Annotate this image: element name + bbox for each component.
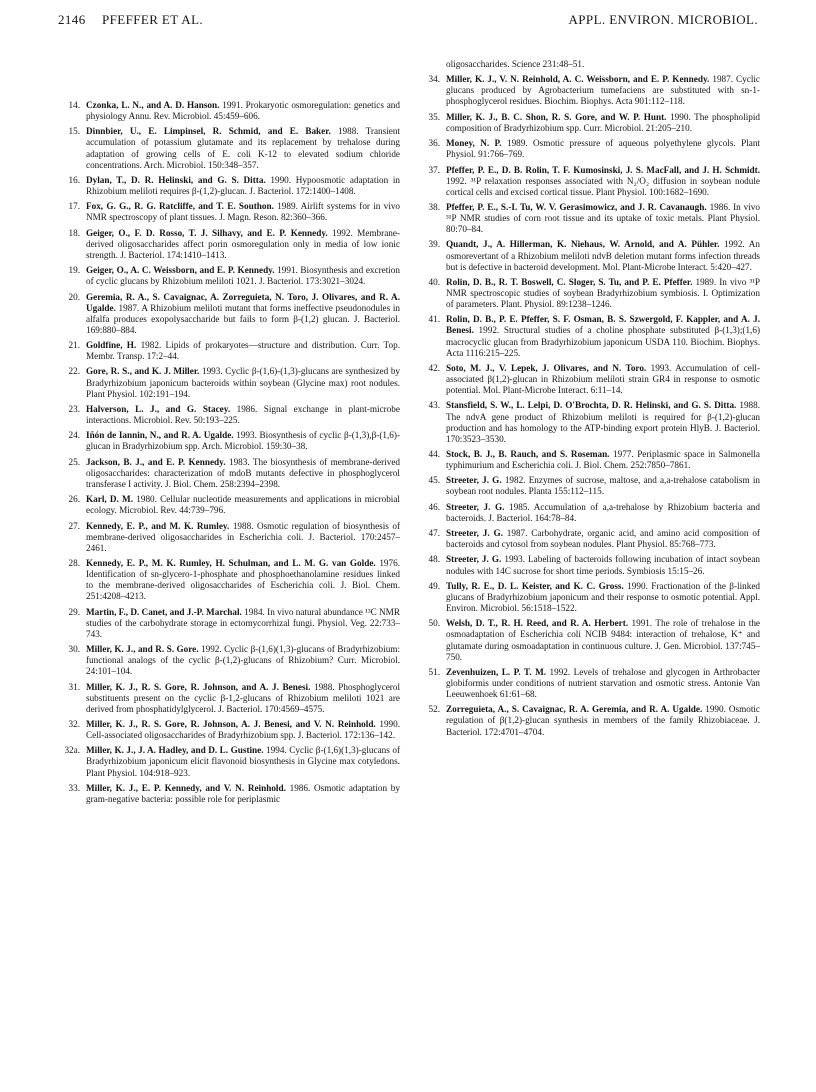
- reference-number: 49.: [428, 580, 440, 591]
- reference-citation: 1987. Cyclic glucans produced by Agrobacterium tumefaciens are substituted with sn-1-phosphoglycerol residues. Biochim. Biophys. Acta 901:112–118.: [446, 74, 761, 107]
- reference-citation: 1992. Structural studies of a choline phosphate substituted β-(1,3);(1,6) macrocyclic glucan from Bradyrhizobium japonicum USDA 110. Biochim. Biophys. Acta 1116:215–225.: [446, 325, 760, 358]
- reference-authors: Streeter, J. G.: [446, 501, 505, 512]
- reference-number: 19.: [68, 265, 80, 276]
- left-column-references: [58, 100, 400, 809]
- reference-citation: 1985. Accumulation of a,a-trehalose by Rhizobium bacteria and bacteroids. J. Bacteriol. 164:78–84.: [446, 501, 760, 523]
- reference-citation: 1992. ³¹P relaxation responses associated with N₂/O₂ diffusion in soybean nodule cortical cells and excised cortical tissue. Plant Physiol. 100:1682–1690.: [446, 175, 760, 197]
- reference-entry: [58, 745, 400, 778]
- reference-entry: [58, 292, 400, 336]
- reference-citation: 1982. Lipids of prokaryotes—structure and distribution. Curr. Top. Membr. Transp. 17:2–44.: [86, 340, 401, 362]
- reference-entry: [418, 502, 760, 524]
- reference-entry: [418, 449, 760, 471]
- reference-citation: 1982. Enzymes of sucrose, maltose, and a,a-trehalose catabolism in soybean root nodules. Planta 155:112–115.: [446, 475, 760, 497]
- reference-entry: [418, 618, 760, 662]
- reference-number: 31.: [68, 681, 80, 692]
- reference-citation: 1992. Levels of trehalose and glycogen in Arthrobacter globiformis under conditions of nutrient starvation and osmotic stress. Antonie Van Leeuwenhoek 61:61–68.: [446, 666, 761, 700]
- continued-reference: [418, 59, 760, 70]
- reference-citation: 1988. Osmotic regulation of biosynthesis of membrane-derived oligosaccharides in Escherichia coli. J. Bacteriol. 170:2457–2461.: [86, 520, 401, 553]
- reference-entry: [418, 74, 760, 107]
- reference-number: 17.: [68, 201, 80, 212]
- reference-authors: Goldfine, H.: [86, 340, 137, 351]
- reference-authors: Tully, R. E., D. L. Keister, and K. C. Gross.: [446, 580, 624, 591]
- reference-citation: 1991. The role of trehalose in the osmoadaptation of Escherichia coli NCIB 9484: interaction of trehalose, K⁺ and glutamate during osmoadaptation in continuous culture. J. Gen. Microbiol. 137:745–750.: [446, 618, 760, 662]
- reference-authors: Miller, K. J., E. P. Kennedy, and V. N. Reinhold.: [86, 782, 286, 793]
- reference-authors: Rolin, D. B., P. E. Pfeffer, S. F. Osman, B. S. Szwergold, F. Kappler, and A. J. Benesi.: [446, 314, 760, 336]
- reference-authors: Geiger, O., F. D. Rosso, T. J. Silhavy, and E. P. Kennedy.: [86, 227, 328, 238]
- reference-citation: 1983. The biosynthesis of membrane-derived oligosaccharides: characterization of mdoB mutants defective in phosphoglycerol transferase I activity. J. Biol. Chem. 258:2394–2398.: [86, 456, 401, 489]
- reference-authors: Czonka, L. N., and A. D. Hanson.: [86, 100, 220, 110]
- page-header: [58, 12, 758, 34]
- reference-citation: 1989. Osmotic pressure of aqueous polyethylene glycols. Plant Physiol. 91:766–769.: [446, 138, 760, 160]
- reference-entry: [418, 581, 760, 614]
- reference-number: 32.: [68, 718, 80, 729]
- reference-number: 24.: [68, 430, 80, 441]
- reference-authors: Miller, K. J., R. S. Gore, R. Johnson, A. J. Benesi, and V. N. Reinhold.: [86, 718, 376, 729]
- reference-citation: 1993. Labeling of bacteroids following incubation of intact soybean nodules with 14C sucrose for short time periods. Symbiosis 15:15–26.: [446, 554, 760, 576]
- reference-citation: 1989. Airlift systems for in vivo NMR spectroscopy of plant tissues. J. Magn. Reson. 82:360–366.: [86, 201, 401, 223]
- reference-number: 45.: [428, 475, 440, 486]
- reference-citation: 1990. The phospholipid composition of Bradyrhizobium spp. Curr. Microbiol. 21:205–210.: [446, 111, 760, 133]
- reference-citation: 1994. Cyclic β-(1,6)(1,3)-glucans of Bradyrhizobium japonicum elicit flavonoid biosynthesis in Glycine max cotyledons. Plant Physiol. 104:918–923.: [86, 745, 401, 778]
- reference-citation: 1986. In vivo ³¹P NMR studies of corn root tissue and its uptake of toxic metals. Plant Physiol. 80:70–84.: [446, 201, 760, 235]
- reference-citation: 1993. Biosynthesis of cyclic β-(1,3),β-(1,6)-glucan in Bradyrhizobium spp. Arch. Microbiol. 159:30–38.: [86, 430, 401, 452]
- running-head-journal: APPL. ENVIRON. MICROBIOL.: [568, 12, 758, 27]
- reference-citation: 1990. Hypoosmotic adaptation in Rhizobium meliloti requires β-(1,2)-glucan. J. Bacteriol. 172:1400–1408.: [86, 174, 400, 197]
- reference-citation: 1988. Phosphoglycerol substituents present on the cyclic β-1,2-glucans of Rhizobium meliloti 1021 are derived from phosphatidylglycerol. J. Bacteriol. 170:4569–4575.: [86, 681, 401, 714]
- reference-authors: Karl, D. M.: [86, 494, 134, 505]
- reference-entry: [58, 126, 400, 170]
- page-number: 2146: [58, 12, 86, 27]
- reference-entry: [418, 400, 760, 444]
- reference-entry: [58, 494, 400, 516]
- reference-number: 40.: [428, 276, 440, 287]
- reference-number: 29.: [68, 606, 80, 617]
- reference-entry: [418, 239, 760, 272]
- reference-authors: Iñón de Iannin, N., and R. A. Ugalde.: [86, 430, 234, 441]
- reference-number: 33.: [68, 782, 80, 793]
- reference-authors: Gore, R. S., and K. J. Miller.: [86, 366, 200, 377]
- reference-entry: [418, 554, 760, 576]
- reference-number: 51.: [428, 666, 440, 677]
- reference-number: 23.: [68, 403, 80, 414]
- reference-entry: [58, 783, 400, 805]
- reference-citation: 1987. Carbohydrate, organic acid, and amino acid composition of bacteroids and cytosol from soybean nodules. Plant Physiol. 85:768–773.: [446, 528, 760, 550]
- reference-entry: [58, 175, 400, 197]
- reference-entry: [58, 558, 400, 602]
- reference-number: 20.: [68, 291, 80, 302]
- right-column-references: [418, 59, 760, 742]
- reference-number: 41.: [428, 314, 440, 325]
- reference-number: 14.: [68, 100, 80, 110]
- reference-number: 27.: [68, 520, 80, 531]
- reference-citation: 1991. Biosynthesis and excretion of cyclic glucans by Rhizobium meliloti 1021. J. Bacteriol. 173:3021–3024.: [86, 265, 400, 287]
- continued-text: oligosaccharides. Science 231:48–51.: [446, 59, 585, 69]
- reference-entry: [58, 430, 400, 452]
- reference-citation: 1993. Cyclic β-(1,6)-(1,3)-glucans are synthesized by Bradyrhizobium japonicum bacteroids within soybean (Glycine max) root nodules. Plant Physiol. 102:191–194.: [86, 366, 401, 399]
- reference-number: 38.: [428, 201, 440, 212]
- reference-citation: 1992. Cyclic β-(1,6)(1,3)-glucans of Bradyrhizobium: functional analogs of the cyclic β-(1,2)-glucans of Rhizobium? Curr. Microbiol. 24:101–104.: [86, 644, 400, 677]
- reference-citation: 1976. Identification of sn-glycero-1-phosphate and phosphoethanolamine residues linked to the membrane-derived oligosaccharides of Escherichia coli. J. Biol. Chem. 251:4208–4213.: [86, 558, 400, 602]
- reference-entry: [418, 112, 760, 134]
- reference-authors: Kennedy, E. P., M. K. Rumley, H. Schulman, and L. M. G. van Golde.: [86, 558, 376, 568]
- reference-citation: 1990. Osmotic regulation of β(1,2)-glucan synthesis in members of the family Rhizobiaceae. J. Bacteriol. 172:4701–4704.: [446, 704, 761, 737]
- reference-authors: Dinnbier, U., E. Limpinsel, R. Schmid, and E. Baker.: [86, 126, 331, 137]
- reference-authors: Kennedy, E. P., and M. K. Rumley.: [86, 520, 230, 531]
- reference-authors: Stock, B. J., B. Rauch, and S. Roseman.: [446, 448, 610, 459]
- reference-number: 47.: [428, 528, 440, 539]
- reference-number: 30.: [68, 644, 80, 655]
- reference-authors: Zorreguieta, A., S. Cavaignac, R. A. Geremia, and R. A. Ugalde.: [446, 704, 703, 715]
- reference-authors: Miller, K. J., J. A. Hadley, and D. L. Gustine.: [86, 745, 264, 756]
- running-head-authors: PFEFFER ET AL.: [102, 12, 204, 27]
- reference-number: 35.: [428, 111, 440, 122]
- reference-number: 52.: [428, 704, 440, 715]
- reference-citation: 1992. An osmorevertant of a Rhizobium meliloti ndvB deletion mutant forms infection threads but is defective in bacteroid development. Mol. Plant-Microbe Interact. 5:420–427.: [446, 239, 761, 272]
- reference-citation: 1990. Cell-associated oligosaccharides of Bradyrhizobium spp. J. Bacteriol. 172:136–142.: [86, 718, 401, 741]
- reference-citation: 1987. A Rhizobium meliloti mutant that forms ineffective pseudonodules in alfalfa produces exopolysaccharide but fails to form β-(1,2) glucan. J. Bacteriol. 169:880–884.: [86, 302, 400, 335]
- reference-entry: [58, 100, 400, 122]
- reference-entry: [58, 644, 400, 677]
- reference-entry: [58, 719, 400, 741]
- reference-authors: Geremia, R. A., S. Cavaignac, A. Zorreguieta, N. Toro, J. Olivares, and R. A. Ugalde.: [86, 291, 400, 313]
- reference-authors: Halverson, L. J., and G. Stacey.: [86, 403, 231, 414]
- reference-authors: Streeter, J. G.: [446, 554, 502, 565]
- reference-number: 32a.: [64, 745, 80, 756]
- reference-citation: 1990. Fractionation of the β-linked glucans of Bradyrhizobium japonicum and their response to osmotic potential. Appl. Environ. Microbiol. 56:1518–1522.: [446, 580, 760, 614]
- reference-authors: Dylan, T., D. R. Helinski, and G. S. Ditta.: [86, 174, 266, 185]
- reference-authors: Streeter, J. G.: [446, 475, 502, 486]
- reference-authors: Streeter, J. G.: [446, 528, 503, 539]
- reference-number: 16.: [68, 174, 80, 185]
- reference-entry: [418, 202, 760, 235]
- reference-number: 34.: [428, 74, 440, 85]
- reference-authors: Quandt, J., A. Hillerman, K. Niehaus, W. Arnold, and A. Pühler.: [446, 239, 720, 250]
- reference-entry: [418, 314, 760, 358]
- reference-authors: Fox, G. G., R. G. Ratcliffe, and T. E. Southon.: [86, 201, 274, 212]
- reference-authors: Miller, K. J., V. N. Reinhold, A. C. Weissborn, and E. P. Kennedy.: [446, 74, 710, 85]
- reference-citation: 1988. Transient accumulation of potassium glutamate and its replacement by trehalose during adaptation of growing cells of E. coli K-12 to elevated sodium chloride concentrations. Arch. Microbiol. 150:348–357.: [86, 126, 400, 170]
- reference-authors: Money, N. P.: [446, 138, 502, 149]
- reference-entry: [418, 165, 760, 198]
- reference-entry: [418, 704, 760, 737]
- reference-number: 36.: [428, 138, 440, 149]
- reference-number: 46.: [428, 501, 440, 512]
- reference-citation: 1988. The ndvA gene product of Rhizobium meliloti is required for β-(1,2)-glucan production and has homology to the ATP-binding export protein HlyB. J. Bacteriol. 170:3523–3530.: [446, 400, 761, 444]
- reference-entry: [58, 457, 400, 490]
- reference-entry: [418, 138, 760, 160]
- reference-number: 50.: [428, 618, 440, 629]
- reference-authors: Miller, K. J., and R. S. Gore.: [86, 644, 199, 655]
- reference-citation: 1991. Prokaryotic osmoregulation: genetics and physiology Annu. Rev. Microbiol. 45:459–606.: [86, 100, 400, 122]
- reference-authors: Stansfield, S. W., L. Lelpi, D. O'Brochta, D. R. Helinski, and G. S. Ditta.: [446, 400, 737, 411]
- reference-authors: Geiger, O., A. C. Weissborn, and E. P. Kennedy.: [86, 265, 275, 276]
- reference-authors: Soto, M. J., V. Lepek, J. Olivares, and N. Toro.: [446, 362, 647, 373]
- reference-authors: Rolin, D. B., R. T. Boswell, C. Sloger, S. Tu, and P. E. Pfeffer.: [446, 276, 693, 287]
- reference-number: 48.: [428, 554, 440, 565]
- reference-entry: [58, 607, 400, 640]
- reference-authors: Welsh, D. T., R. H. Reed, and R. A. Herbert.: [446, 618, 629, 629]
- reference-entry: [58, 521, 400, 554]
- reference-number: 39.: [428, 239, 440, 250]
- reference-entry: [418, 277, 760, 310]
- reference-number: 37.: [428, 164, 440, 175]
- reference-citation: 1992. Membrane-derived oligosaccharides affect porin osmoregulation only in media of low ionic strength. J. Bacteriol. 174:1410–1413.: [86, 227, 401, 260]
- reference-authors: Jackson, B. J., and E. P. Kennedy.: [86, 456, 226, 467]
- reference-entry: [418, 528, 760, 550]
- reference-number: 22.: [68, 366, 80, 377]
- reference-entry: [58, 366, 400, 399]
- reference-number: 25.: [68, 456, 80, 467]
- reference-number: 18.: [68, 227, 80, 238]
- reference-authors: Miller, K. J., R. S. Gore, R. Johnson, and A. J. Benesi.: [86, 681, 311, 692]
- reference-number: 43.: [428, 400, 440, 411]
- reference-number: 42.: [428, 362, 440, 373]
- reference-entry: [58, 201, 400, 223]
- reference-citation: 1984. In vivo natural abundance ¹³C NMR studies of the carbohydrate storage in ectomycorrhizal fungi. Physiol. Veg. 22:733–743.: [86, 606, 400, 639]
- reference-authors: Martin, F., D. Canet, and J.-P. Marchal.: [86, 606, 242, 617]
- reference-entry: [58, 340, 400, 362]
- reference-entry: [418, 667, 760, 700]
- reference-entry: [58, 682, 400, 715]
- reference-authors: Pfeffer, P. E., D. B. Rolin, T. F. Kumosinski, J. S. MacFall, and J. H. Schmidt.: [446, 164, 760, 175]
- reference-citation: 1989. In vivo ³¹P NMR spectroscopic studies of soybean Bradyrhizobium symbiosis. I. Optimization of parameters. Plant. Physiol. 89:1238–1246.: [446, 276, 760, 310]
- reference-authors: Zevenhuizen, L. P. T. M.: [446, 666, 547, 677]
- reference-number: 21.: [68, 340, 80, 351]
- reference-authors: Pfeffer, P. E., S.-I. Tu, W. V. Gerasimowicz, and J. R. Cavanaugh.: [446, 201, 707, 212]
- reference-authors: Miller, K. J., B. C. Shon, R. S. Gore, and W. P. Hunt.: [446, 111, 667, 122]
- reference-number: 15.: [68, 126, 80, 137]
- reference-citation: 1986. Osmotic adaptation by gram-negative bacteria: possible role for periplasmic: [86, 782, 400, 804]
- reference-entry: [58, 265, 400, 287]
- reference-entry: [58, 228, 400, 261]
- reference-citation: 1977. Periplasmic space in Salmonella typhimurium and Escherichia coli. J. Biol. Chem. 252:7850–7861.: [446, 448, 760, 471]
- reference-number: 26.: [68, 494, 80, 505]
- reference-citation: 1993. Accumulation of cell-associated β(1,2)-glucan in Rhizobium meliloti strain GR4 in response to osmotic potential. Mol. Plant-Microbe Interact. 6:11–14.: [446, 362, 761, 396]
- reference-entry: [58, 404, 400, 426]
- reference-citation: 1980. Cellular nucleotide measurements and applications in microbial ecology. Microbiol. Rev. 44:739–796.: [86, 494, 400, 516]
- reference-number: 28.: [68, 558, 80, 568]
- reference-citation: 1986. Signal exchange in plant-microbe interactions. Microbiol. Rev. 50:193–225.: [86, 403, 400, 426]
- reference-entry: [418, 363, 760, 396]
- reference-entry: [418, 475, 760, 497]
- reference-number: 44.: [428, 448, 440, 459]
